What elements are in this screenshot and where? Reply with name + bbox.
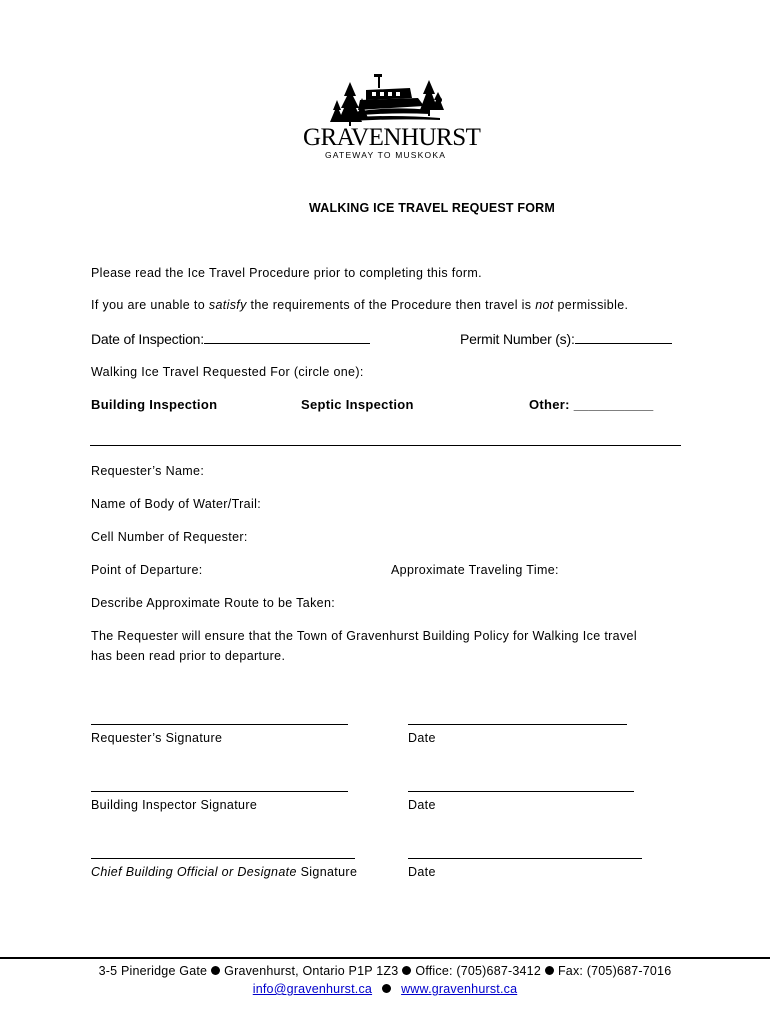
- body-of-water-label: Name of Body of Water/Trail:: [91, 497, 262, 511]
- inspector-date-label: Date: [408, 798, 436, 812]
- bullet-icon: [402, 966, 411, 975]
- chief-signature-label: [91, 865, 357, 879]
- inspector-signature-label: Building Inspector Signature: [91, 798, 258, 812]
- logo-graphic-icon: [300, 70, 480, 130]
- intro-line-2: [91, 298, 628, 312]
- intro-emphasis-not: not: [535, 298, 554, 312]
- option-other-blank[interactable]: ___________: [573, 397, 654, 412]
- requester-name-label: Requester’s Name:: [91, 464, 205, 478]
- point-of-departure-label: Point of Departure:: [91, 563, 203, 577]
- footer-fax: Fax: (705)687-7016: [557, 964, 672, 978]
- chief-signature-title: Chief Building Official or Designate: [91, 865, 297, 879]
- footer-rule: [0, 957, 770, 959]
- footer-email-link[interactable]: info@gravenhurst.ca: [252, 982, 373, 996]
- intro-emphasis-satisfy: satisfy: [208, 298, 247, 312]
- intro-line-2-pre: If you are unable to: [91, 298, 209, 312]
- route-label: Describe Approximate Route to be Taken:: [91, 596, 336, 610]
- requester-date-line[interactable]: [408, 724, 627, 725]
- date-of-inspection-row: [91, 331, 370, 347]
- option-other[interactable]: [529, 397, 653, 412]
- footer-contact: [0, 964, 770, 978]
- footer-address: 3-5 Pineridge Gate: [98, 964, 208, 978]
- requester-date-label: Date: [408, 731, 436, 745]
- option-septic-inspection[interactable]: Septic Inspection: [301, 397, 414, 412]
- requested-for-label: Walking Ice Travel Requested For (circle one):: [91, 365, 364, 379]
- chief-date-line[interactable]: [408, 858, 642, 859]
- chief-signature-suffix: Signature: [296, 865, 358, 879]
- chief-signature-line[interactable]: [91, 858, 355, 859]
- footer-office: Office: (705)687-3412: [415, 964, 541, 978]
- option-other-label: Other:: [529, 397, 570, 412]
- cell-number-label: Cell Number of Requester:: [91, 530, 248, 544]
- intro-line-2-mid: the requirements of the Procedure then travel is: [246, 298, 536, 312]
- approx-traveling-time-label: Approximate Traveling Time:: [391, 563, 559, 577]
- permit-number-field[interactable]: [575, 331, 672, 344]
- bullet-icon: [545, 966, 554, 975]
- form-title: WALKING ICE TRAVEL REQUEST FORM: [308, 201, 556, 215]
- logo-name: GRAVENHURST: [303, 124, 481, 151]
- inspector-date-line[interactable]: [408, 791, 634, 792]
- permit-number-row: [460, 331, 672, 347]
- bullet-icon: [211, 966, 220, 975]
- chief-date-label: Date: [408, 865, 436, 879]
- notice-line-1: The Requester will ensure that the Town of Gravenhurst Building Policy for Walking Ice travel: [91, 629, 637, 643]
- footer-website-link[interactable]: www.gravenhurst.ca: [401, 982, 518, 996]
- footer-links: [0, 982, 770, 996]
- inspector-signature-line[interactable]: [91, 791, 348, 792]
- intro-line-1: Please read the Ice Travel Procedure prior to completing this form.: [91, 266, 482, 280]
- date-of-inspection-label: Date of Inspection:: [91, 331, 204, 347]
- logo-tagline: GATEWAY TO MUSKOKA: [325, 150, 447, 160]
- footer-city: Gravenhurst, Ontario P1P 1Z3: [224, 964, 399, 978]
- date-of-inspection-field[interactable]: [204, 331, 370, 344]
- notice-line-2: has been read prior to departure.: [91, 649, 286, 663]
- requester-signature-label: Requester’s Signature: [91, 731, 223, 745]
- option-building-inspection[interactable]: Building Inspection: [91, 397, 218, 412]
- intro-line-2-post: permissible.: [553, 298, 629, 312]
- permit-number-label: Permit Number (s):: [460, 331, 575, 347]
- requester-signature-line[interactable]: [91, 724, 348, 725]
- section-divider: [90, 445, 681, 446]
- bullet-icon: [382, 984, 391, 993]
